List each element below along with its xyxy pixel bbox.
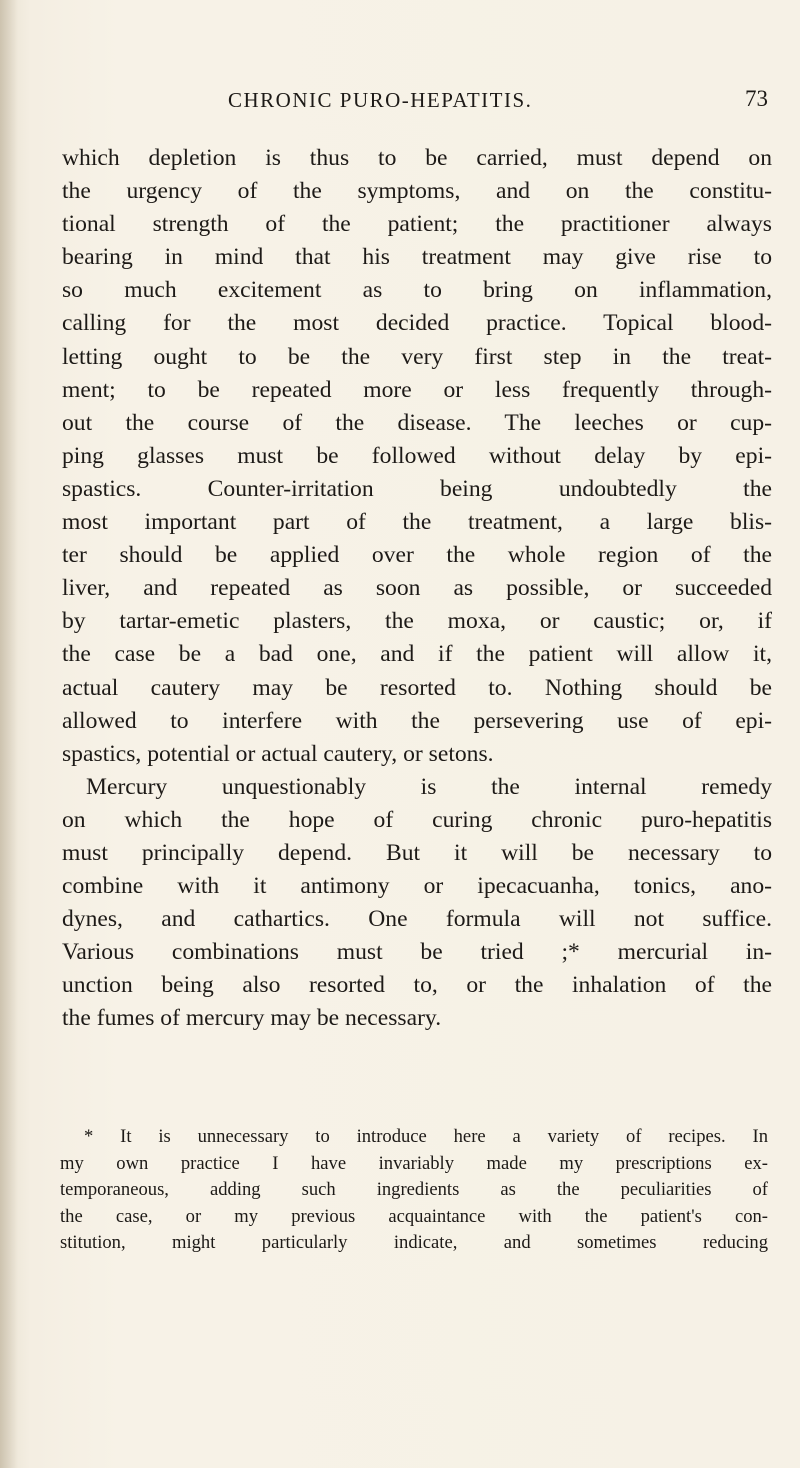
text-line: the urgency of the symptoms, and on the constitu- bbox=[62, 178, 772, 205]
text-line: spastics, potential or actual cautery, or setons. bbox=[62, 740, 494, 767]
running-head: CHRONIC PURO-HEPATITIS. bbox=[228, 88, 533, 112]
body-text bbox=[62, 142, 772, 1036]
text-line: unction being also resorted to, or the inhalation of the bbox=[62, 972, 772, 999]
text-line: liver, and repeated as soon as possible, or succeeded bbox=[62, 575, 772, 602]
text-line: most important part of the treatment, a large blis- bbox=[62, 509, 772, 536]
text-line: dynes, and cathartics. One formula will not suffice. bbox=[62, 906, 772, 933]
footnote-line: my own practice I have invariably made my prescriptions ex- bbox=[60, 1152, 768, 1174]
text-line: on which the hope of curing chronic puro-hepatitis bbox=[62, 806, 772, 833]
text-line: allowed to interfere with the persevering use of epi- bbox=[62, 707, 772, 734]
text-line: ment; to be repeated more or less frequently through- bbox=[62, 376, 772, 403]
text-line: spastics. Counter-irritation being undoubtedly the bbox=[62, 475, 772, 502]
text-line: the case be a bad one, and if the patient will allow it, bbox=[62, 641, 772, 668]
gutter-shadow bbox=[0, 0, 18, 1468]
page-header bbox=[228, 88, 768, 128]
text-line: Various combinations must be tried ;* mercurial in- bbox=[62, 939, 772, 966]
footnote-line: the case, or my previous acquaintance with the patient's con- bbox=[60, 1205, 768, 1227]
text-line: calling for the most decided practice. Topical blood- bbox=[62, 310, 772, 337]
text-line: tional strength of the patient; the practitioner always bbox=[62, 211, 772, 238]
text-line: letting ought to be the very first step in the treat- bbox=[62, 343, 772, 370]
text-line: bearing in mind that his treatment may give rise to bbox=[62, 244, 772, 271]
text-line: combine with it antimony or ipecacuanha, tonics, ano- bbox=[62, 873, 772, 900]
footnote-line: stitution, might particularly indicate, and sometimes reducing bbox=[60, 1232, 768, 1254]
page-number: 73 bbox=[745, 86, 768, 111]
text-line: ter should be applied over the whole region of the bbox=[62, 542, 772, 569]
text-line: actual cautery may be resorted to. Nothing should be bbox=[62, 674, 772, 701]
text-line: out the course of the disease. The leeches or cup- bbox=[62, 409, 772, 436]
footnote-line: temporaneous, adding such ingredients as the peculiarities of bbox=[60, 1179, 768, 1201]
text-line: ping glasses must be followed without delay by epi- bbox=[62, 442, 772, 469]
text-line: the fumes of mercury may be necessary. bbox=[62, 1005, 442, 1032]
text-line: so much excitement as to bring on inflammation, bbox=[62, 277, 772, 304]
footnote-line: * It is unnecessary to introduce here a variety of recipes. In bbox=[84, 1126, 768, 1147]
footnote bbox=[60, 1124, 768, 1257]
text-line: by tartar-emetic plasters, the moxa, or caustic; or, if bbox=[62, 608, 772, 635]
text-line: must principally depend. But it will be necessary to bbox=[62, 839, 772, 866]
text-line: Mercury unquestionably is the internal remedy bbox=[86, 773, 772, 800]
text-line: which depletion is thus to be carried, must depend on bbox=[62, 145, 772, 171]
